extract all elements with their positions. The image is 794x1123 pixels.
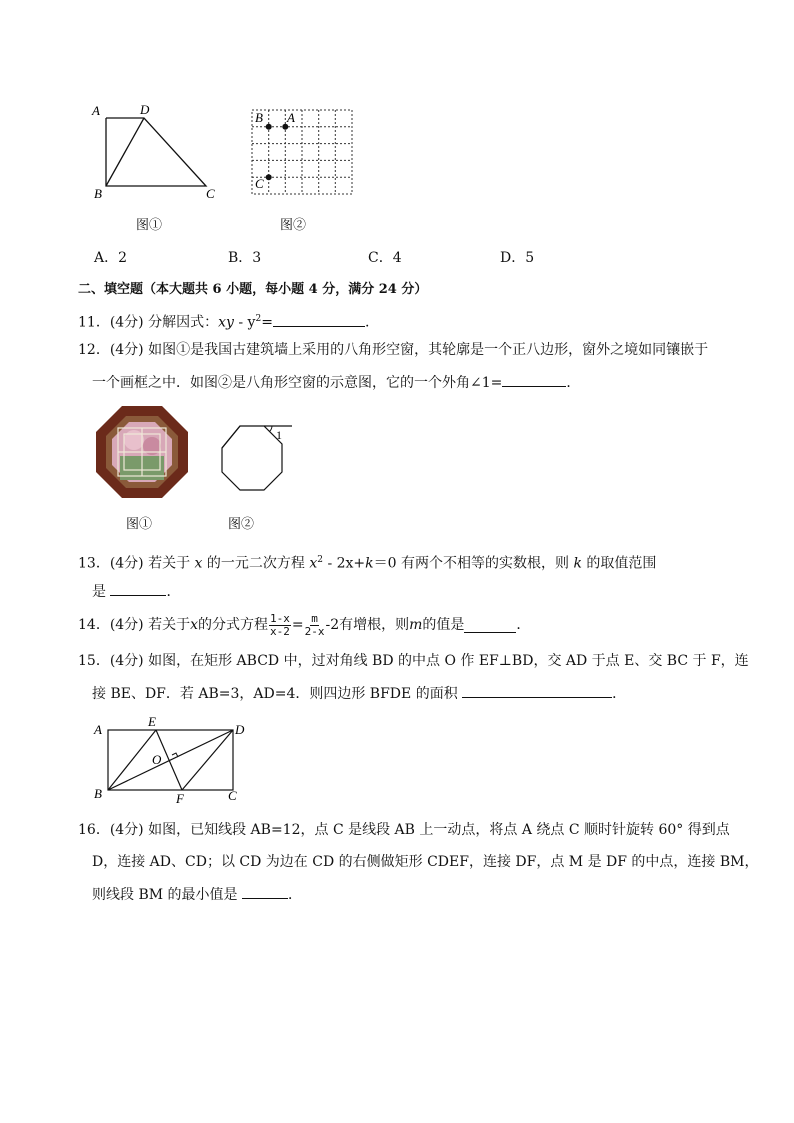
q11-expr-a: xy	[218, 314, 234, 331]
q15-text: 接 BE、DF．若 AB=3，AD=4．则四边形 BFDE 的面积	[92, 686, 463, 702]
question-12-line2	[92, 372, 580, 393]
q13-text-e: 的取值范围	[581, 555, 657, 572]
option-a: A．2	[94, 250, 128, 266]
q12-end: ．	[566, 375, 581, 391]
question-15-line1: 15．(4分) 如图，在矩形 ABCD 中，过对角线 BD 的中点 O 作 EF⊥BD，交 AD 于点 E、交 BC 于 F，连	[78, 653, 749, 669]
q15-label-f: F	[176, 791, 184, 804]
fig-a-label-d: D	[140, 102, 150, 117]
option-b: B．3	[228, 250, 262, 266]
q13-var-x1: x	[194, 555, 203, 572]
q11-end: .	[364, 314, 370, 331]
q14-var-m: m	[409, 617, 423, 633]
q12-fig1-caption: 图①	[126, 517, 153, 532]
q11-answer-blank	[273, 312, 365, 327]
q15-label-e: E	[148, 714, 156, 729]
fig-a-label-b: B	[94, 186, 102, 201]
question-16-line2: D，连接 AD、CD；以 CD 为边在 CD 的右侧做矩形 CDEF，连接 DF，点 M 是 DF 的中点，连接 BM，	[92, 854, 759, 870]
q13-text-a: 13．(4分) 若关于	[78, 555, 195, 572]
figure-trapezoid-abcd	[88, 98, 218, 208]
q11-exponent: 2	[255, 314, 262, 324]
q14-var-x: x	[190, 617, 199, 633]
q13-text-b: 的一元二次方程	[202, 555, 310, 572]
q14-equals: =	[291, 617, 304, 633]
q16-answer-blank	[242, 884, 288, 899]
q11-text: 11．(4分) 分解因式：	[78, 314, 219, 331]
q14-text-a: 14．(4分) 若关于	[78, 617, 191, 633]
q14-text-d: 的值是	[422, 617, 465, 633]
question-16-line1: 16．(4分) 如图，已知线段 AB=12，点 C 是线段 AB 上一动点，将点 A 绕点 C 顺时针旋转 60° 得到点	[78, 822, 730, 838]
q16-text: 则线段 BM 的最小值是	[92, 887, 242, 903]
fig1-caption: 图①	[136, 218, 163, 233]
octagon-window-image	[94, 404, 190, 500]
q15-end: ．	[612, 686, 627, 702]
option-d: D．5	[500, 250, 535, 266]
q11-equals: =	[261, 314, 273, 331]
octagon-diagram	[212, 420, 298, 500]
q13-end: ．	[166, 584, 181, 600]
q13-var-k: k	[365, 555, 374, 572]
q15-label-b: B	[94, 786, 102, 801]
q11-expr-b: - y	[233, 314, 256, 331]
q12-angle-label: 1	[276, 428, 282, 442]
fig-b-label-b: B	[255, 110, 263, 125]
question-11	[78, 309, 369, 333]
q15-answer-blank	[462, 683, 612, 698]
q14-fraction-2: $\frac{m}{2-x}$	[304, 611, 325, 638]
q13-text-d: ＝0 有两个不相等的实数根，则	[373, 555, 574, 572]
q12-text: 一个画框之中．如图②是八角形空窗的示意图，它的一个外角∠1=	[92, 375, 503, 391]
q13-text-f: 是	[92, 584, 111, 600]
q14-end: ．	[516, 617, 531, 633]
question-15-line2	[92, 683, 626, 704]
question-13-line2	[92, 581, 180, 602]
q14-fraction-1: $\frac{1-x}{x-2}$	[270, 611, 290, 638]
fig-a-label-a: A	[92, 103, 100, 118]
q15-label-c: C	[228, 788, 237, 803]
q12-answer-blank	[502, 372, 566, 387]
section-title: 二、填空题（本大题共 6 小题，每小题 4 分，满分 24 分）	[78, 282, 428, 297]
q13-var-x2: x	[309, 555, 318, 572]
q13-answer-blank	[110, 581, 166, 596]
fig2-caption: 图②	[280, 218, 307, 233]
q15-label-d: D	[235, 722, 245, 737]
q12-fig2-caption: 图②	[228, 517, 255, 532]
q15-label-o: O	[152, 752, 162, 767]
question-13-line1	[78, 550, 656, 574]
q14-text-c: -2有增根，则	[325, 617, 410, 633]
question-16-line3	[92, 884, 302, 905]
q15-label-a: A	[94, 722, 102, 737]
figure-dotted-grid	[248, 106, 356, 196]
q13-text-c: - 2x+	[323, 555, 366, 572]
q14-answer-blank	[464, 618, 516, 633]
option-c: C．4	[368, 250, 402, 266]
fig-a-label-c: C	[206, 186, 215, 201]
q14-text-b: 的分式方程	[198, 617, 269, 633]
fig-b-label-a: A	[287, 110, 295, 125]
q13-var-k2: k	[573, 555, 582, 572]
q13-exponent: 2	[317, 555, 323, 565]
question-14	[78, 612, 530, 638]
q16-end: ．	[287, 887, 302, 903]
fig-b-label-c: C	[255, 176, 264, 191]
question-12-line1: 12．(4分) 如图①是我国古建筑墙上采用的八角形空窗，其轮廓是一个正八边形，窗外之境如同镶嵌于	[78, 342, 709, 358]
figure-rectangle-abcd	[90, 712, 250, 804]
